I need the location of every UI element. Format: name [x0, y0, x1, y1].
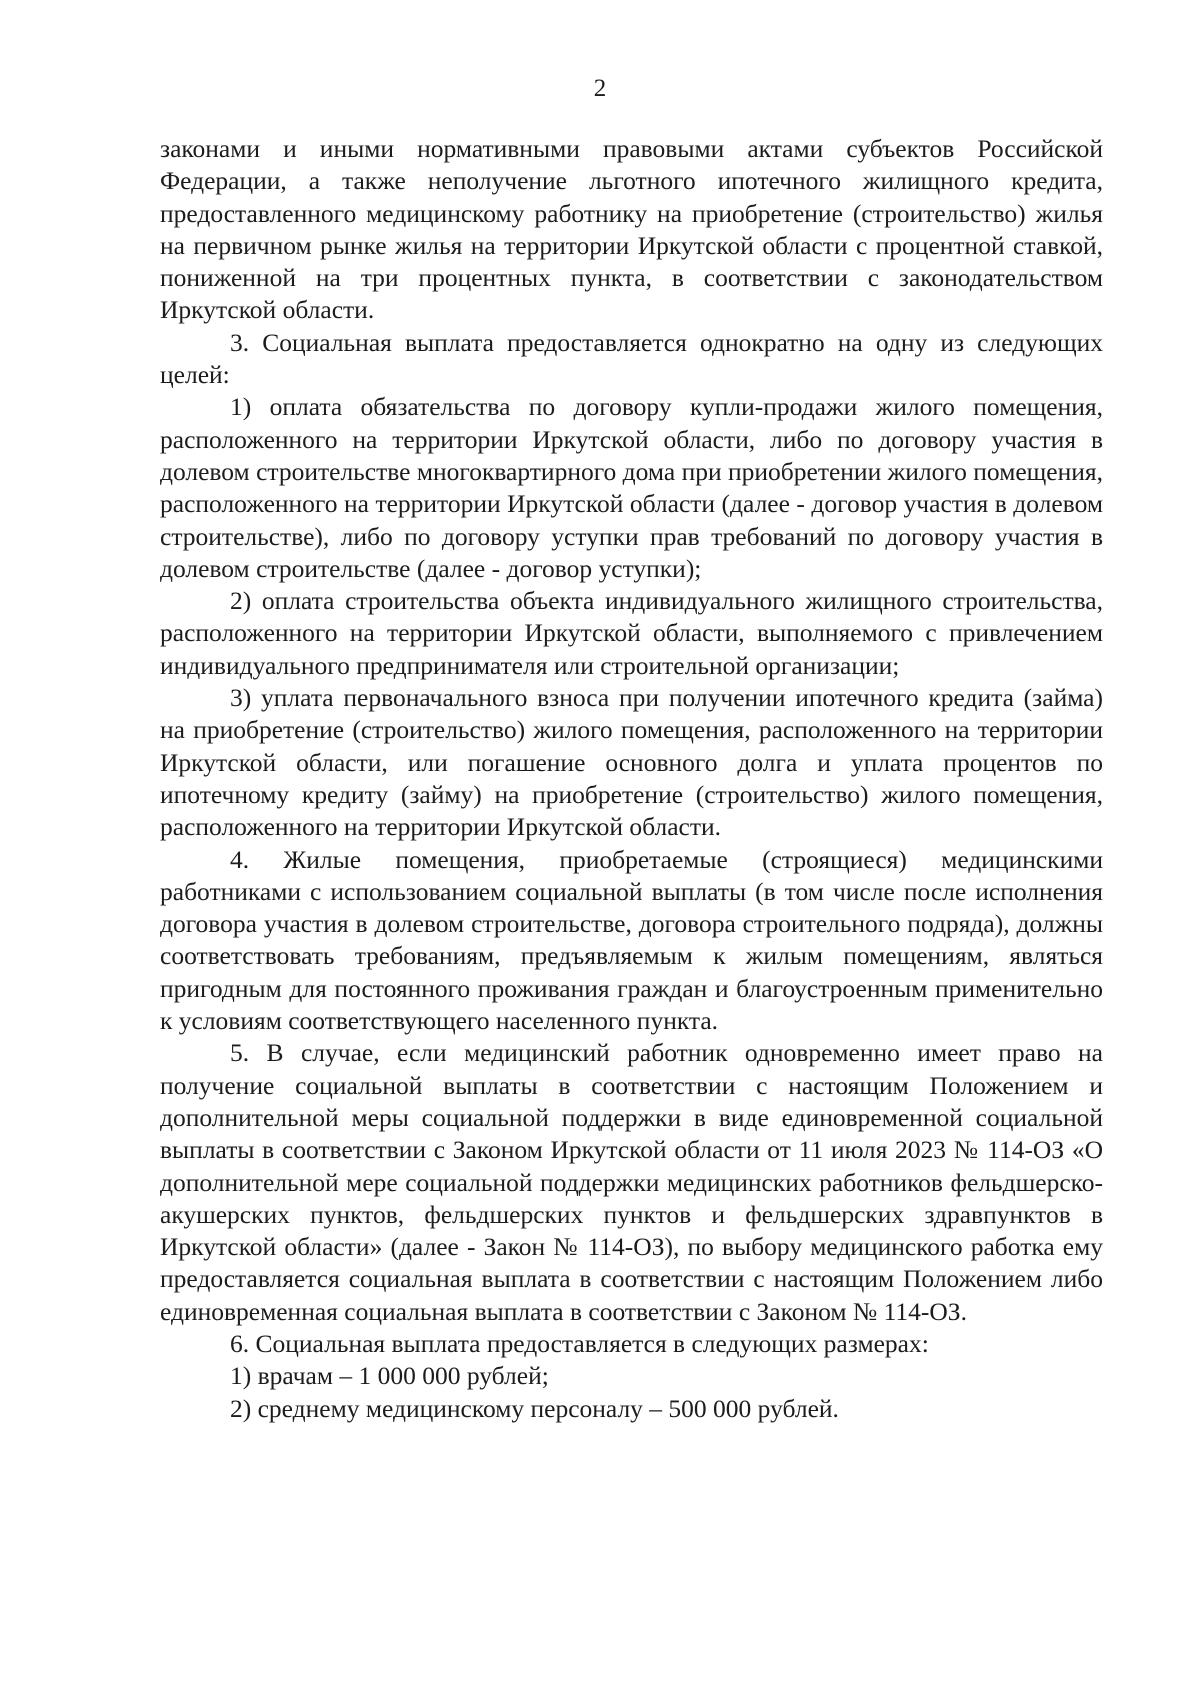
paragraph-item-4: 4. Жилые помещения, приобретаемые (строящиеся) медицинскими работниками с использованием социальной выплаты (в том числе после исполнения договора участия в долевом строительстве, договора строительного подряда), должны соответствовать требованиям, предъявляемым к жилым помещениям, являться пригодным для постоянного проживания граждан и благоустроенным применительно к условиям соответствующего населенного пункта. [160, 844, 1103, 1036]
paragraph-subitem-3-3: 3) уплата первоначального взноса при получении ипотечного кредита (займа) на приобретение (строительство) жилого помещения, расположенного на территории Иркутской области, или погашение основного долга и уплата процентов по ипотечному кредиту (займу) на приобретение (строительство) жилого помещения, расположенного на территории Иркутской области. [160, 683, 1103, 842]
paragraph-subitem-6-1: 1) врачам – 1 000 000 рублей; [230, 1361, 549, 1391]
paragraph-item-5: 5. В случае, если медицинский работник одновременно имеет право на получение социальной выплаты в соответствии с настоящим Положением и дополнительной меры социальной поддержки в виде единовременной социальной выплаты в соответствии с Законом Иркутской области от 11 июля 2023 № 114-ОЗ «О дополнительной мере социальной поддержки медицинских работников фельдшерско-акушерских пунктов, фельдшерских пунктов и фельдшерских здравпунктов в Иркутской области» (далее - Закон № 114-ОЗ), по выбору медицинского работка ему предоставляется социальная выплата в соответствии с настоящим Положением либо единовременная социальная выплата в соответствии с Законом № 114-ОЗ. [160, 1038, 1103, 1326]
paragraph-item-3: 3. Социальная выплата предоставляется однократно на одну из следующих целей: [160, 327, 1103, 390]
paragraph-subitem-3-2: 2) оплата строительства объекта индивидуального жилищного строительства, расположенного на территории Иркутской области, выполняемого с привлечением индивидуального предпринимателя или строительной организации; [160, 586, 1103, 680]
paragraph-subitem-3-1: 1) оплата обязательства по договору купли-продажи жилого помещения, расположенного на территории Иркутской области, либо по договору участия в долевом строительстве многоквартирного дома при приобретении жилого помещения, расположенного на территории Иркутской области (далее - договор участия в долевом строительстве), либо по договору уступки прав требований по договору участия в долевом строительстве (далее - договор уступки); [160, 392, 1104, 583]
page-number: 2 [593, 75, 607, 102]
paragraph-continuation: законами и иными нормативными правовыми актами субъектов Российской Федерации, а также неполучение льготного ипотечного жилищного кредита, предоставленного медицинскому работнику на приобретение (строительство) жилья на первичном рынке жилья на территории Иркутской области с процентной ставкой, пониженной на три процентных пункта, в соответствии с законодательством Иркутской области. [160, 134, 1103, 325]
paragraph-subitem-6-2: 2) среднему медицинскому персоналу – 500 000 рублей. [230, 1393, 839, 1423]
paragraph-item-6: 6. Социальная выплата предоставляется в следующих размерах: [230, 1328, 929, 1358]
document-body [160, 133, 1103, 1425]
